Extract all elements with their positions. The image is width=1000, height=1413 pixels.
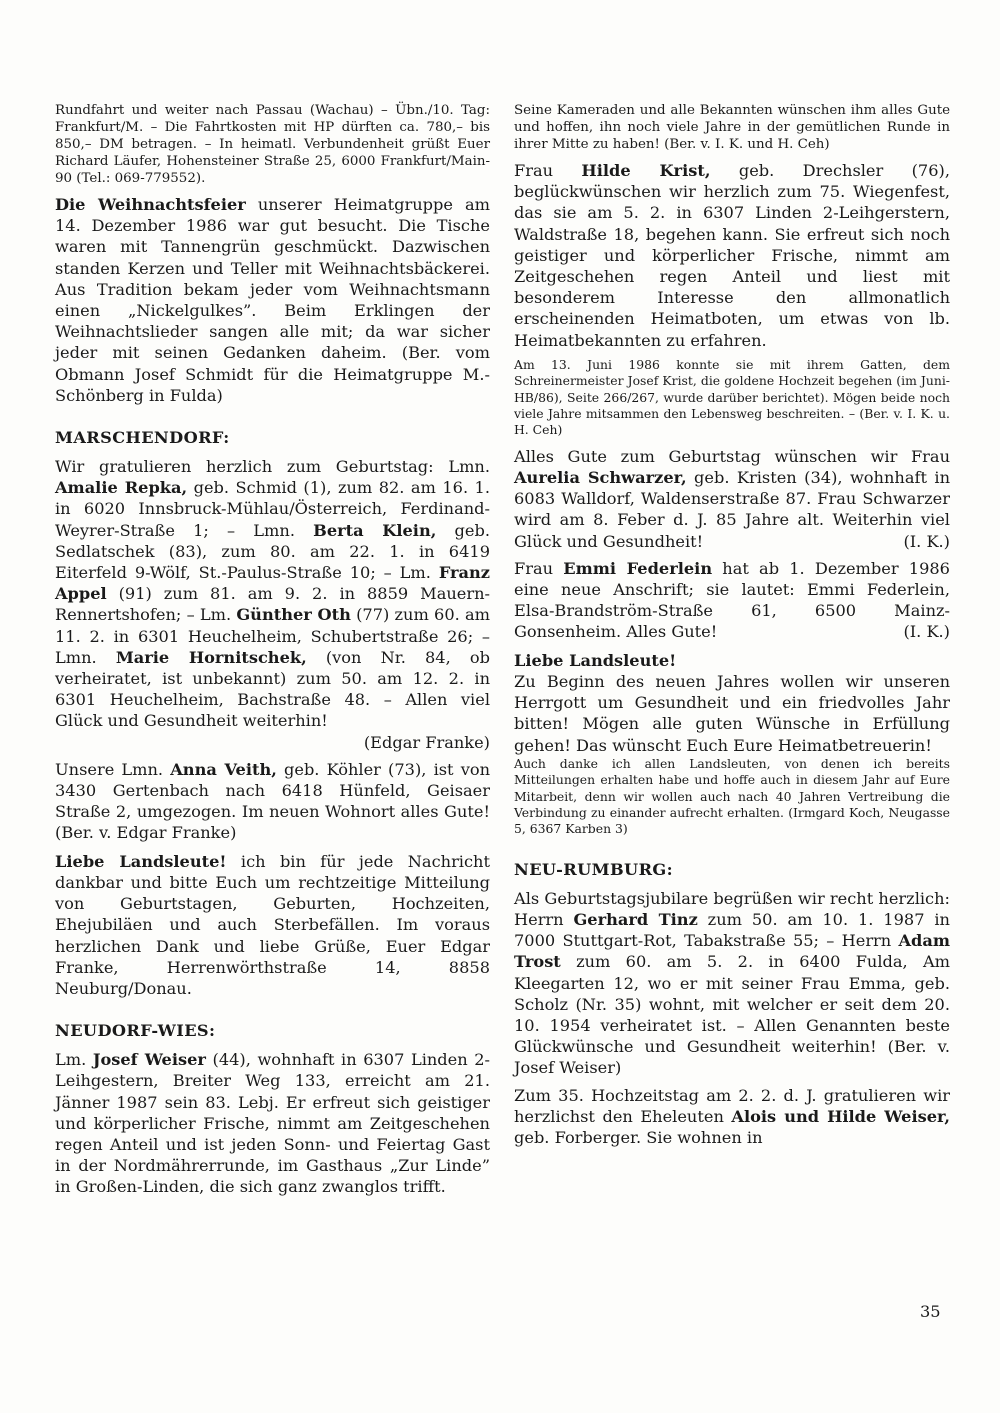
paragraph-relocation: Unsere Lmn. Anna Veith, geb. Köhler (73), ist von 3430 Gertenbach nach 6418 Hünfeld, Geisaer Straße 2, umgezogen. Im neuen Wohnort alles Gute! (Ber. v. Edgar Franke) <box>55 759 491 843</box>
bold-name: Adam Trost <box>514 931 950 972</box>
bold-name: Anna Veith, <box>170 759 277 779</box>
paragraph-appeal: Liebe Landsleute! ich bin für jede Nachricht dankbar und bitte Euch um rechtzeitige Mitteilung von Geburtstagen, Geburten, Hochzeiten, Ehejubiläen und auch Sterbefällen. Im voraus herzlichen Dank und liebe Grüße, Euer Edgar Franke, Herrenwörthstraße 14, 8858 Neuburg/Donau. <box>55 851 490 998</box>
paragraph-christmas: Die Weihnachtsfeier unserer Heimatgruppe am 14. Dezember 1986 war gut besucht. Die Tische waren mit Tannengrün geschmückt. Dazwischen standen Kerzen und Teller mit Weihnachtsbäckerei. Aus Tradition bekam jeder vom Weihnachtsmann einen „Nickelgulkes”. Beim Erklingen der Weihnachtslieder sangen alle mit; da war sicher jeder mit seinen Gedanken daheim. (Ber. vom Obmann Josef Schmidt für die Heimatgruppe M.-Schönberg in Fulda) <box>55 195 490 405</box>
right-column <box>514 102 950 1148</box>
bold-name: Gerhard Tinz <box>573 909 698 929</box>
paragraph-thanks: Auch danke ich allen Landsleuten, von denen ich bereits Mitteilungen erhalten habe und hoffe auch in diesem Jahr auf Eure Mitarbeit, denn wir wollen auch nach 40 Jahren Vertreibung die Verbindung zu einander aufrecht erhalten. (Irmgard Koch, Neugasse 5, 6367 Karben 3) <box>514 755 950 837</box>
section-heading-neu-rumburg: NEU-RUMBURG: <box>514 859 674 879</box>
bold-name: Franz Appel <box>55 563 490 604</box>
paragraph-schwarzer: Alles Gute zum Geburtstag wünschen wir Frau Aurelia Schwarzer, geb. Kristen (34), wohnhaft in 6083 Walldorf, Waldenserstraße 87. Frau Schwarzer wird am 8. Feber d. J. 85 Jahre alt. Weiterhin viel Glück und Gesundheit! (I. K.) <box>514 446 950 551</box>
signature: (I. K.) <box>903 531 950 551</box>
paragraph-jubilare: Als Geburtstagsjubilare begrüßen wir recht herzlich: Herrn Gerhard Tinz zum 50. am 10. 1. 1987 in 7000 Stuttgart-Rot, Tabakstraße 55; – Herrn Adam Trost zum 60. am 5. 2. in 6400 Fulda, Am Kleegarten 12, wo er mit seiner Frau Emma, geb. Scholz (Nr. 35) wohnt, mit welcher er seit dem 20. 10. 1954 verheiratet ist. – Allen Genannten beste Glückwünsche und Gesundheit weiterhin! (Ber. v. Josef Weiser) <box>514 888 950 1078</box>
bold-name: Josef Weiser <box>92 1050 206 1070</box>
paragraph-tour: Rundfahrt und weiter nach Passau (Wachau) – Übn./10. Tag: Frankfurt/M. – Die Fahrtkosten mit HP dürften ca. 780,– bis 850,– DM betragen. – In heimatl. Verbundenheit grüßt Euer Richard Läufer, Hohensteiner Straße 25, 6000 Frankfurt/Main-90 (Tel.: 069-779552). <box>55 103 490 186</box>
section-heading-neudorf-wies: NEUDORF-WIES: <box>55 1021 216 1041</box>
bold-name: Marie Hornitschek, <box>115 647 307 667</box>
bold-name: Hilde Krist, <box>581 161 711 180</box>
bold-term: Liebe Landsleute! <box>55 851 227 871</box>
paragraph-new-year: Zu Beginn des neuen Jahres wollen wir unseren Herrgott um Gesundheit und ein friedvolles Jahr bitten! Mögen alle guten Wünsche in Erfüllung gehen! Das wünscht Euch Eure Heimatbetreuerin! <box>514 671 950 755</box>
page-number: 35 <box>920 1302 941 1321</box>
paragraph-anniversary: Zum 35. Hochzeitstag am 2. 2. d. J. gratulieren wir herzlichst den Eheleuten Alois und Hilde Weiser, geb. Forberger. Sie wohnen in <box>514 1085 951 1147</box>
bold-name: Amalie Repka, <box>55 478 188 498</box>
bold-name: Emmi Federlein <box>563 558 713 578</box>
paragraph-comrades: Seine Kameraden und alle Bekannten wünschen ihm alles Gute und hoffen, ihn noch viele Jahre in der gemütlichen Runde in ihrer Mitte zu haben! (Ber. v. I. K. und H. Ceh) <box>514 103 950 152</box>
paragraph-krist: Frau Hilde Krist, geb. Drechsler (76), beglückwünschen wir herzlich zum 75. Wiegenfest, das sie am 5. 2. in 6307 Linden 2-Leihgerstern, Waldstraße 18, begehen kann. Sie erfreut sich noch geistiger und körperlicher Frische, nimmt am Zeitgeschehen regen Anteil und liest mit besonderem Interesse den allmonatlich erscheinenden Heimatboten, um etwas von lb. Heimatbekannten zu erfahren. <box>514 161 950 350</box>
bold-name: Alois und Hilde Weiser, <box>731 1106 951 1126</box>
paragraph-golden-wedding: Am 13. Juni 1986 konnte sie mit ihrem Gatten, dem Schreinermeister Josef Krist, die goldene Hochzeit begehen (im Juni-HB/86), Seite 266/267, wurde darüber berichtet). Mögen beide noch viele Jahre mitsammen den Lebensweg beschreiten. – (Ber. v. I. K. u. H. Ceh) <box>514 356 950 438</box>
subheading-landsleute: Liebe Landsleute! <box>514 650 677 670</box>
bold-name: Berta Klein, <box>313 520 437 540</box>
signature: (I. K.) <box>903 622 950 642</box>
signature: (Edgar Franke) <box>363 732 490 752</box>
section-heading-marschendorf: MARSCHENDORF: <box>55 428 230 448</box>
left-column <box>55 102 490 1198</box>
paragraph-birthdays: Wir gratulieren herzlich zum Geburtstag: Lmn. Amalie Repka, geb. Schmid (1), zum 82. am 16. 1. in 6020 Innsbruck-Mühlau/Österreich, Ferdinand-Weyrer-Straße 1; – Lmn. Berta Klein, geb. Sedlatschek (83), zum 80. am 22. 1. in 6419 Eiterfeld 9-Wölf, St.-Paulus-Straße 10; – Lm. Franz Appel (91) zum 81. am 9. 2. in 8859 Mauern-Rennertshofen; – Lm. Günther Oth (77) zum 60. am 11. 2. in 6301 Heuchelheim, Schubertstraße 26; – Lmn. Marie Hornitschek, (von Nr. 84, ob verheiratet, ist unbekannt) zum 50. am 12. 2. in 6301 Heuchelheim, Bachstraße 48. – Allen viel Glück und Gesundheit weiterhin! (Edgar Franke) <box>55 457 490 752</box>
paragraph-weiser: Lm. Josef Weiser (44), wohnhaft in 6307 Linden 2-Leihgestern, Breiter Weg 133, erreicht am 21. Jänner 1987 sein 83. Lebj. Er erfreut sich geistiger und körperlicher Frische, nimmt am Zeitgeschehen regen Anteil und ist jeden Sonn- und Feiertag Gast in der Nordmährerrunde, im Gasthaus „Zur Linde” in Großen-Linden, die sich ganz zwanglos trifft. <box>55 1050 491 1197</box>
paragraph-federlein: Frau Emmi Federlein hat ab 1. Dezember 1986 eine neue Anschrift; sie lautet: Emmi Federlein, Elsa-Brandström-Straße 61, 6500 Mainz-Gonsenheim. Alles Gute! (I. K.) <box>514 558 950 642</box>
bold-name: Aurelia Schwarzer, <box>514 468 687 488</box>
bold-term: Die Weihnachtsfeier <box>55 195 246 214</box>
bold-name: Günther Oth <box>236 605 351 625</box>
